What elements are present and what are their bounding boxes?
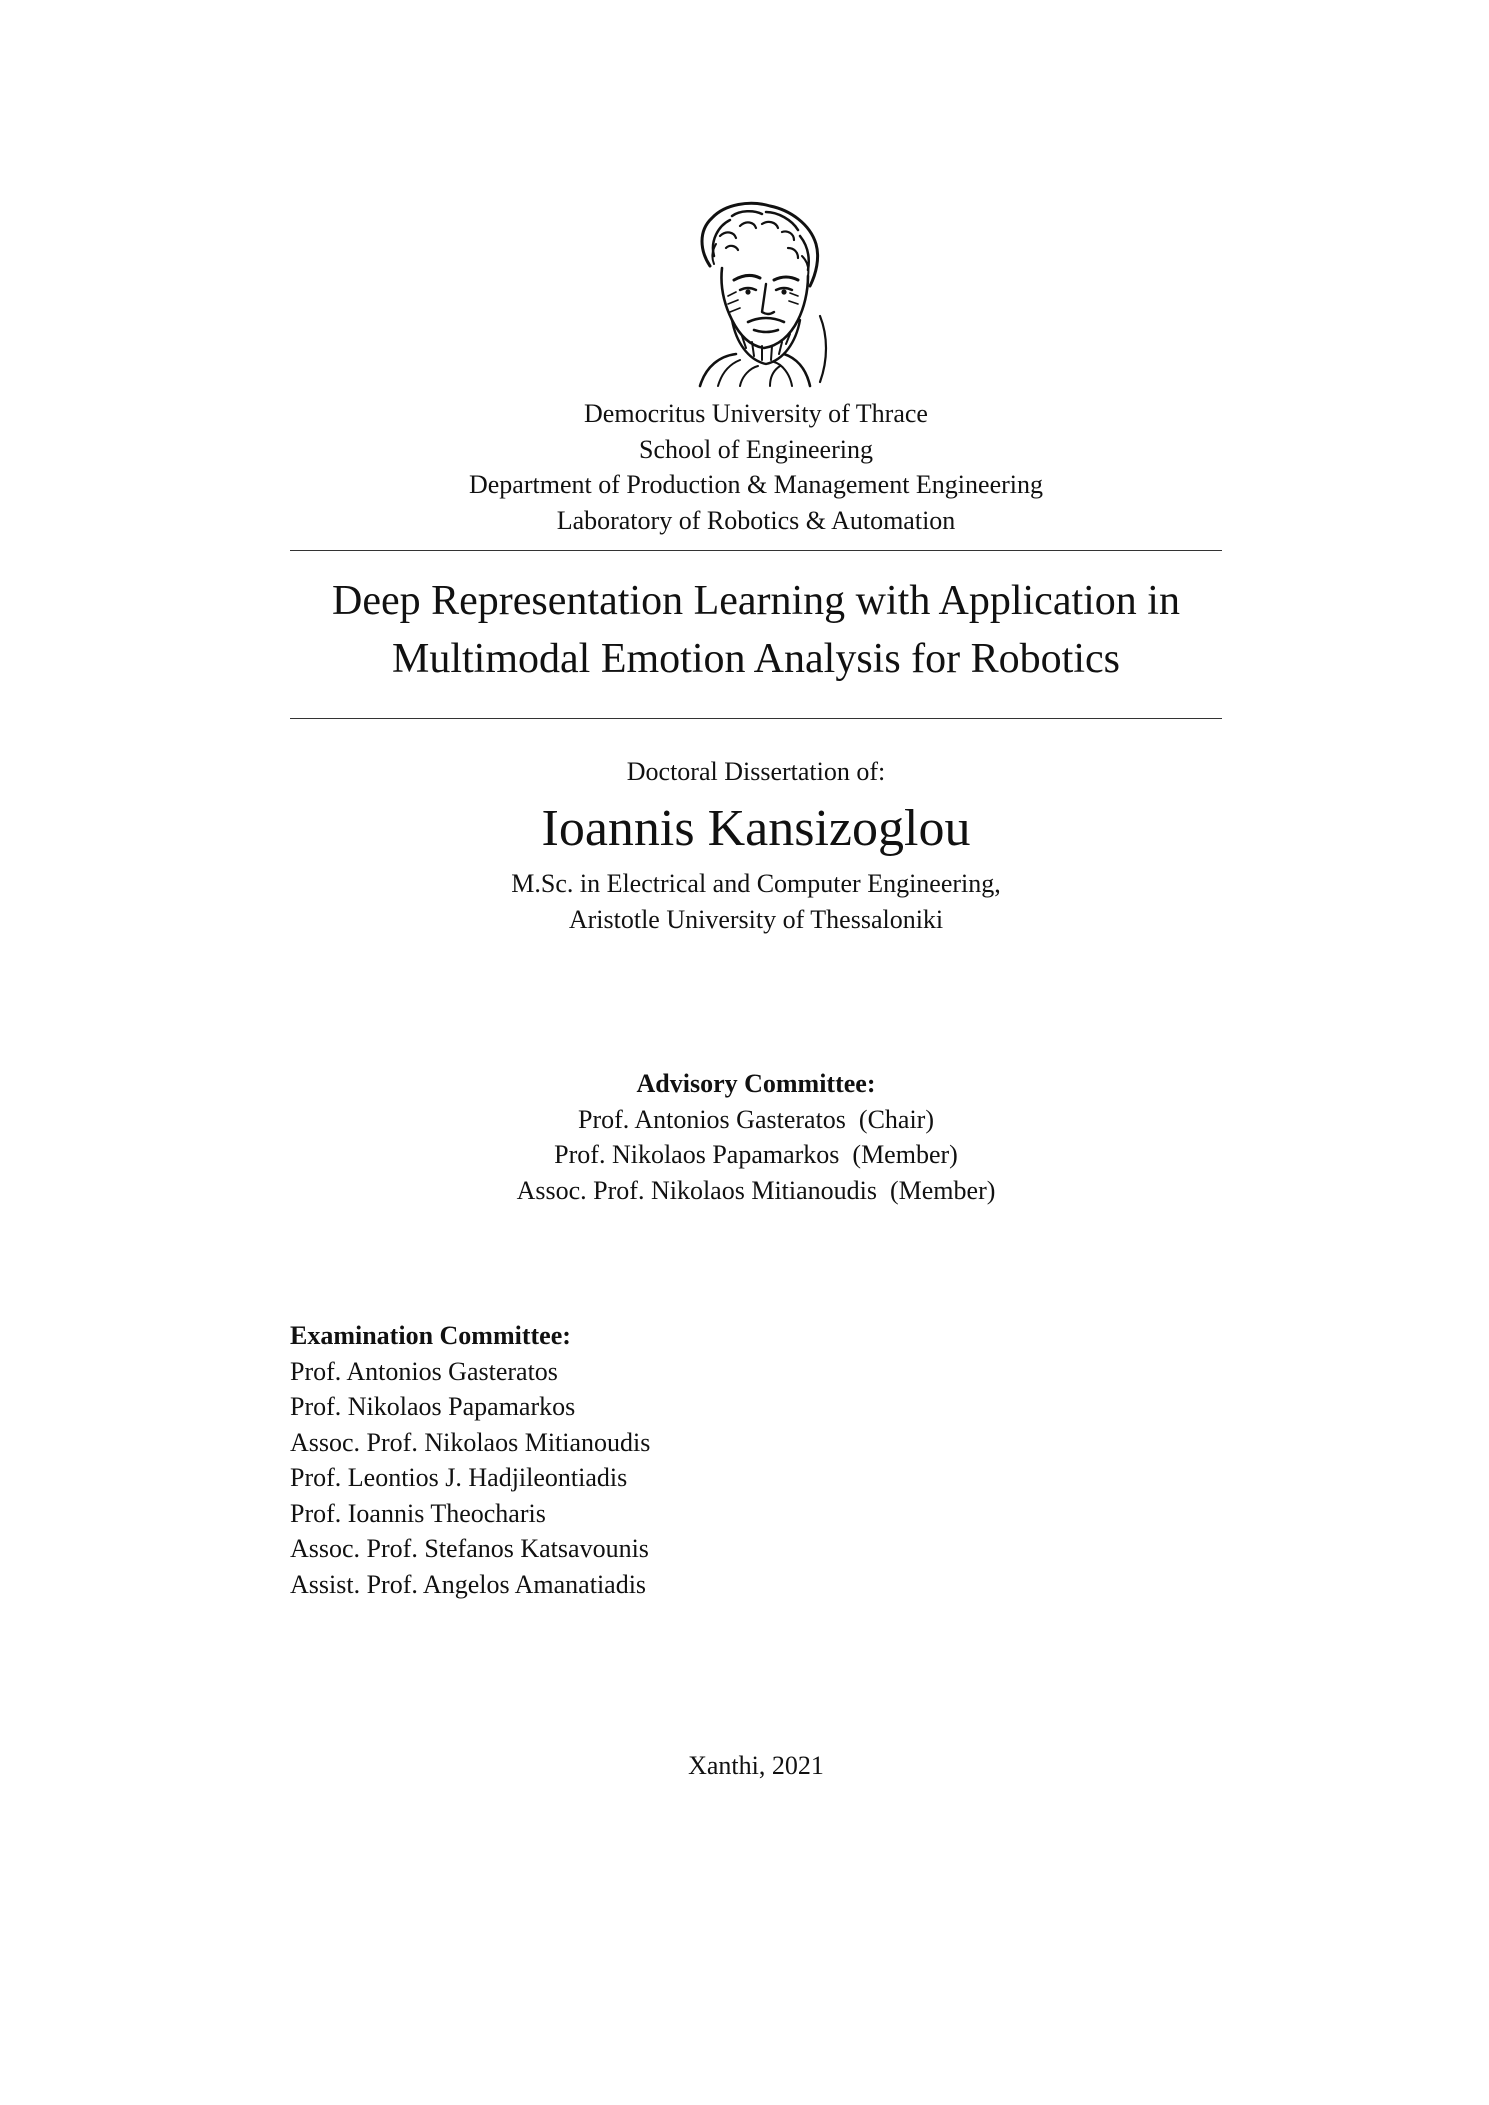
title-line-1: Deep Representation Learning with Application in xyxy=(332,578,1180,624)
democritus-bust-icon xyxy=(670,196,840,388)
degree-line-2: Aristotle University of Thessaloniki xyxy=(568,904,944,934)
examination-member: Prof. Ioannis Theocharis xyxy=(290,1498,546,1528)
examination-member: Assoc. Prof. Nikolaos Mitianoudis xyxy=(290,1427,651,1457)
examination-committee-heading: Examination Committee: xyxy=(290,1321,571,1350)
place-and-date: Xanthi, 2021 xyxy=(688,1751,824,1780)
advisory-member: Assoc. Prof. Nikolaos Mitianoudis (Member) xyxy=(516,1175,996,1205)
advisory-committee-heading: Advisory Committee: xyxy=(636,1069,876,1098)
title-divider-bottom xyxy=(290,718,1222,719)
title-divider-top xyxy=(290,550,1222,551)
dissertation-label: Doctoral Dissertation of: xyxy=(626,757,886,786)
examination-member: Prof. Leontios J. Hadjileontiadis xyxy=(290,1463,628,1492)
author-degree xyxy=(290,866,1222,937)
advisory-member: Prof. Antonios Gasteratos (Chair) xyxy=(577,1104,934,1134)
affiliation-block xyxy=(290,396,1222,538)
examination-committee xyxy=(290,1318,650,1602)
department-name: Department of Production & Management Engineering xyxy=(468,470,1043,499)
advisory-member: Prof. Nikolaos Papamarkos (Member) xyxy=(554,1140,958,1169)
dissertation-title xyxy=(290,572,1222,688)
examination-member: Assist. Prof. Angelos Amanatiadis xyxy=(290,1569,647,1599)
laboratory-name: Laboratory of Robotics & Automation xyxy=(556,505,956,535)
examination-member: Prof. Antonios Gasteratos xyxy=(290,1356,558,1386)
examination-member: Prof. Nikolaos Papamarkos xyxy=(290,1392,576,1421)
university-name: Democritus University of Thrace xyxy=(584,399,928,428)
advisory-committee xyxy=(290,1066,1222,1208)
degree-line-1: M.Sc. in Electrical and Computer Engineering, xyxy=(511,869,1001,898)
school-name: School of Engineering xyxy=(639,434,873,464)
author-name: Ioannis Kansizoglou xyxy=(541,800,971,857)
examination-member: Assoc. Prof. Stefanos Katsavounis xyxy=(290,1534,649,1563)
title-line-2: Multimodal Emotion Analysis for Robotics xyxy=(392,636,1120,682)
